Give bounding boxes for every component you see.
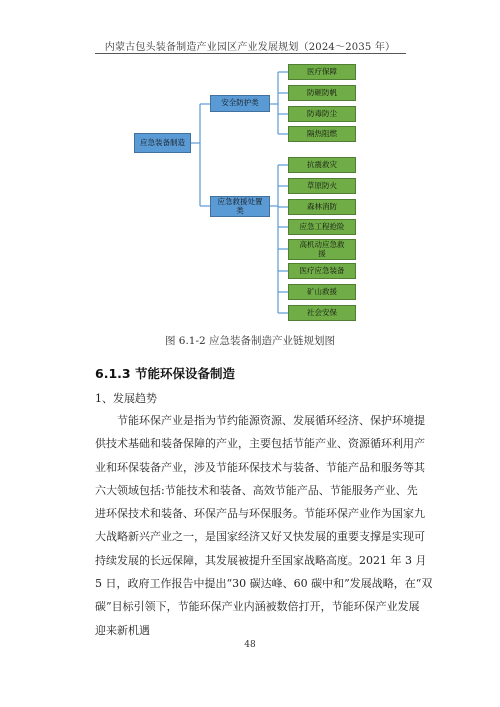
leaf-node: 医疗应急装备: [288, 263, 356, 279]
paragraph-line: 进环保技术和装备、环保产品与环保服务。节能环保产业作为国家九: [95, 507, 425, 521]
paragraph-line: 供技术基础和装备保障的产业，主要包括节能产业、资源循环利用产: [95, 437, 425, 451]
page-number: 48: [244, 640, 256, 650]
paragraph-line: 大战略新兴产业之一，是国家经济又好又快发展的重要支撑是实现可: [95, 530, 425, 544]
page-header: 内蒙古包头装备制造产业园区产业发展规划（2024～2035 年）: [104, 42, 396, 53]
body-paragraph: [95, 409, 433, 642]
leaf-node: 隔热阻燃: [288, 126, 356, 142]
leaf-node: 社会安保: [288, 305, 356, 321]
paragraph-line: 5 日，政府工作报告中提出“30 碳达峰、60 碳中和”发展战略，在“双: [95, 577, 433, 591]
sub-title: 1、发展趋势: [95, 392, 157, 405]
paragraph-line: 迎来新机遇: [95, 623, 150, 637]
section-title: 6.1.3 节能环保设备制造: [95, 366, 235, 381]
leaf-node: 抗震救灾: [288, 157, 356, 173]
diagram-connectors: [0, 0, 500, 330]
root-node: 应急装备制造: [134, 133, 191, 153]
paragraph-line: 持续发展的长远保障，其发展被提升至国家战略高度。2021 年 3 月: [95, 553, 427, 567]
leaf-node: 高机动应急救援: [288, 239, 356, 260]
branch-node-safety: 安全防护类: [210, 95, 270, 112]
paragraph-line: 六大领域包括:节能技术和装备、高效节能产品、节能服务产业、先: [95, 483, 418, 497]
paragraph-line: 碳”目标引领下，节能环保产业内涵被数倍打开，节能环保产业发展: [95, 600, 420, 614]
industry-chain-diagram: [0, 0, 500, 330]
leaf-node: 医疗保障: [288, 64, 356, 80]
leaf-node: 防砸防帆: [288, 85, 356, 101]
paragraph-line: 业和环保装备产业，涉及节能环保技术与装备、节能产品和服务等其: [95, 460, 425, 474]
branch-node-rescue: 应急救援处置类: [210, 196, 270, 217]
leaf-node: 矿山救援: [288, 284, 356, 300]
leaf-node: 森林消防: [288, 199, 356, 215]
leaf-node: 应急工程抢险: [288, 219, 356, 235]
figure-caption: 图 6.1-2 应急装备制造产业链规划图: [164, 335, 336, 347]
paragraph-line: 节能环保产业是指为节约能源资源、发展循环经济、保护环境提: [117, 414, 425, 427]
leaf-node: 草原防火: [288, 178, 356, 194]
leaf-node: 防毒防尘: [288, 106, 356, 122]
